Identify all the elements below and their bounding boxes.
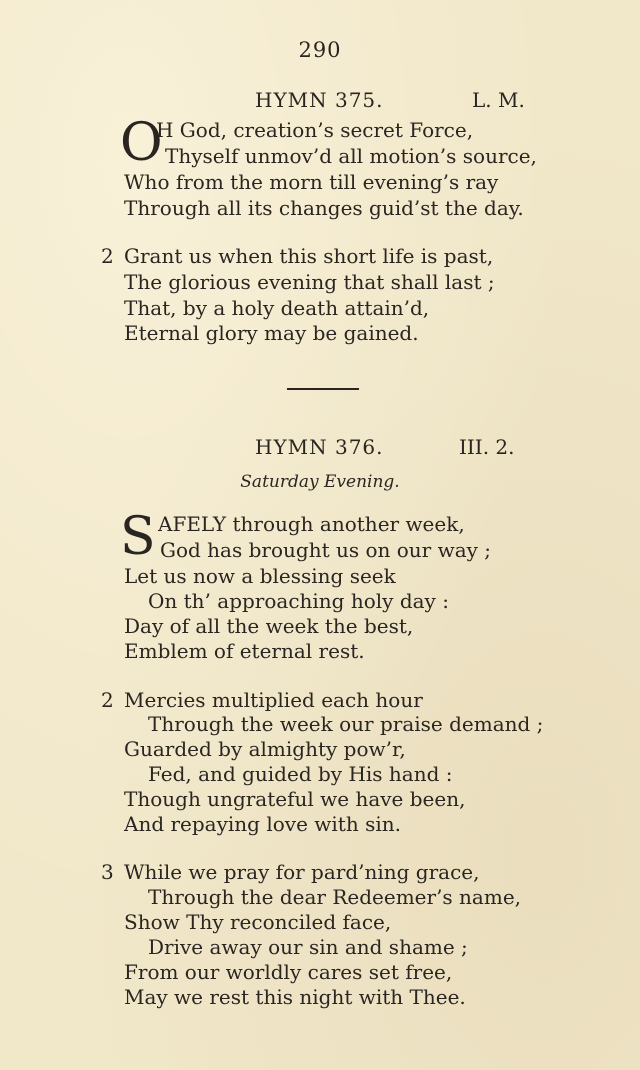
hymn-meter: L. M. — [472, 88, 525, 112]
hymn-line: From our worldly cares set free, — [124, 960, 453, 984]
hymn-line: Let us now a blessing seek — [124, 564, 396, 588]
hymn-subtitle: Saturday Evening. — [240, 472, 400, 492]
hymn-line: Show Thy reconciled face, — [124, 910, 392, 934]
hymn-line: Through the week our praise demand ; — [148, 712, 544, 736]
hymn-line: That, by a holy death attain’d, — [124, 296, 430, 320]
stanza-number: 2 — [101, 244, 114, 268]
hymn-heading: HYMN 375. — [255, 88, 384, 112]
hymn-line: On th’ approaching holy day : — [148, 589, 449, 613]
hymn-line: Through the dear Redeemer’s name, — [148, 885, 522, 909]
drop-cap: O — [120, 113, 163, 173]
hymn-line: Drive away our sin and shame ; — [148, 935, 468, 959]
hymn-heading: HYMN 376. — [255, 435, 384, 459]
section-divider — [287, 388, 359, 390]
hymn-line: God has brought us on our way ; — [160, 538, 492, 562]
hymn-line: Guarded by almighty pow’r, — [124, 737, 406, 761]
hymn-line: AFELY through another week, — [158, 512, 465, 536]
drop-cap: S — [120, 507, 156, 567]
hymn-line: And repaying love with sin. — [124, 812, 401, 836]
hymn-line: May we rest this night with Thee. — [124, 985, 466, 1009]
hymn-line: H God, creation’s secret Force, — [156, 118, 474, 142]
hymn-line: Day of all the week the best, — [124, 614, 414, 638]
hymn-line: Through all its changes guid’st the day. — [124, 196, 524, 220]
hymn-line: Though ungrateful we have been, — [124, 787, 466, 811]
hymn-line: Mercies multiplied each hour — [124, 688, 423, 712]
stanza-number: 3 — [101, 860, 114, 884]
hymn-line: The glorious evening that shall last ; — [124, 270, 495, 294]
hymn-line: While we pray for pard’ning grace, — [124, 860, 480, 884]
hymn-line: Eternal glory may be gained. — [124, 321, 419, 345]
stanza-number: 2 — [101, 688, 114, 712]
hymn-meter: III. 2. — [459, 435, 515, 459]
hymn-line: Grant us when this short life is past, — [124, 244, 494, 268]
hymn-line: Who from the morn till evening’s ray — [124, 170, 499, 194]
page-number: 290 — [298, 38, 342, 62]
hymn-line: Thyself unmov’d all motion’s source, — [165, 144, 537, 168]
hymn-line: Fed, and guided by His hand : — [148, 762, 453, 786]
hymn-line: Emblem of eternal rest. — [124, 639, 365, 663]
